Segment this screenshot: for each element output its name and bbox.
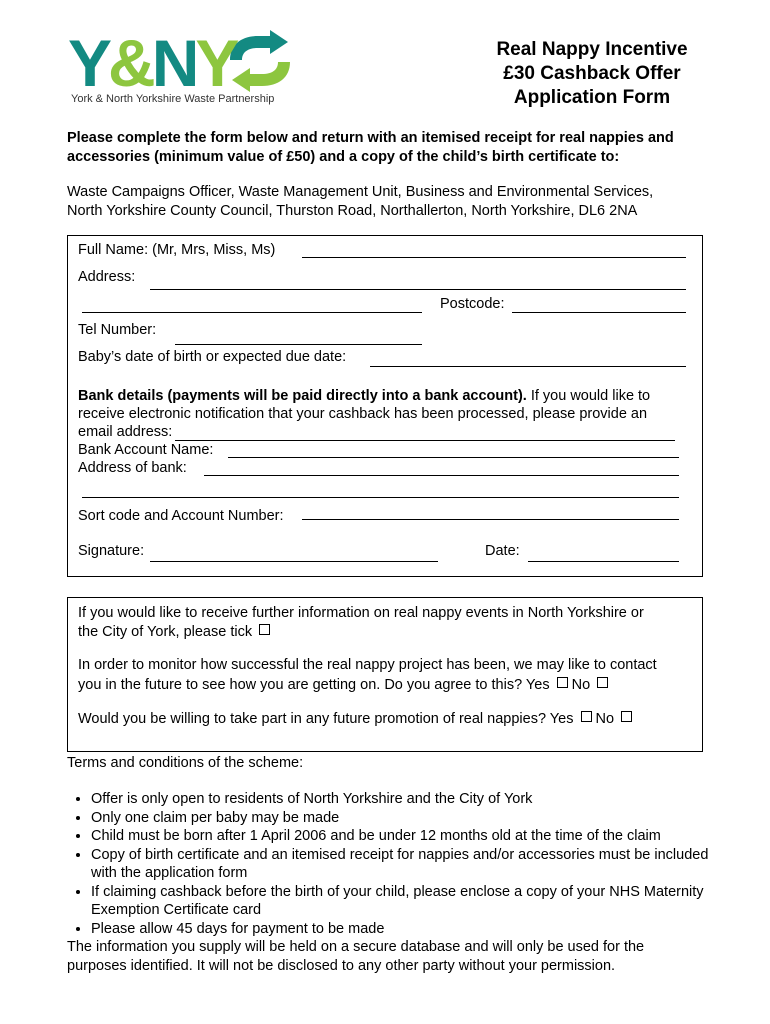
- date-label: Date:: [485, 543, 520, 559]
- bank-note: receive electronic notification that your cashback has been processed, please provide an: [78, 406, 648, 422]
- promo-yes-checkbox[interactable]: [581, 711, 592, 722]
- account-name-label: Bank Account Name:: [78, 442, 214, 458]
- terms-item: • Offer is only open to residents of North Yorkshire and the City of York: [91, 790, 731, 809]
- tel-label: Tel Number:: [78, 322, 157, 338]
- logo-wordmark: [66, 26, 236, 100]
- info-row: the City of York, please tick: [78, 623, 270, 641]
- terms-list: [67, 790, 731, 938]
- promo-no-label: No: [595, 711, 615, 727]
- terms-item: • Child must be born after 1 April 2006 and be under 12 months old at the time of the claim: [91, 827, 731, 846]
- monitor-no-label: No: [571, 677, 591, 693]
- dob-field[interactable]: [370, 366, 686, 367]
- account-name-field[interactable]: [228, 457, 679, 458]
- email-label: email address:: [78, 424, 173, 440]
- monitor-row: you in the future to see how you are getting on. Do you agree to this? Yes No: [78, 676, 608, 694]
- bank-address-field-1[interactable]: [204, 475, 679, 476]
- date-field[interactable]: [528, 561, 679, 562]
- intro-text: Please complete the form below and return with an itemised receipt for real nappies and accessories (minimum value of £50) and a copy of the child’s birth certificate to:: [67, 130, 674, 165]
- full-name-field[interactable]: [302, 257, 686, 258]
- signature-label: Signature:: [78, 543, 145, 559]
- monitor-yes-checkbox[interactable]: [557, 677, 568, 688]
- partnership-name: York & North Yorkshire Waste Partnership: [71, 93, 275, 105]
- postcode-field[interactable]: [512, 312, 686, 313]
- address-line-1: Waste Campaigns Officer, Waste Management Unit, Business and Environmental Services,: [67, 184, 654, 200]
- sort-code-field[interactable]: [302, 519, 679, 520]
- signature-field[interactable]: [150, 561, 438, 562]
- email-field[interactable]: [175, 440, 675, 441]
- promo-no-checkbox[interactable]: [621, 711, 632, 722]
- info-text-1: If you would like to receive further information on real nappy events in North Yorkshire or: [78, 605, 644, 621]
- address-field-2[interactable]: [82, 312, 422, 313]
- terms-heading: Terms and conditions of the scheme:: [67, 755, 304, 771]
- sort-code-label: Sort code and Account Number:: [78, 508, 284, 524]
- address-field-1[interactable]: [150, 289, 686, 290]
- address-line-2: North Yorkshire County Council, Thurston Road, Northallerton, North Yorkshire, DL6 2NA: [67, 203, 638, 219]
- promo-row: Would you be willing to take part in any future promotion of real nappies? Yes No: [78, 710, 632, 728]
- page-title: Real Nappy Incentive £30 Cashback Offer Application Form: [496, 39, 688, 108]
- bank-address-field-2[interactable]: [82, 497, 679, 498]
- address-label: Address:: [78, 269, 136, 285]
- dob-label: Baby’s date of birth or expected due date:: [78, 349, 347, 365]
- privacy-notice: The information you supply will be held on a secure database and will only be used for the purposes identified. It will not be disclosed to any other party without your permission.: [67, 939, 645, 974]
- full-name-label: Full Name: (Mr, Mrs, Miss, Ms): [78, 242, 276, 258]
- tel-field[interactable]: [175, 344, 422, 345]
- terms-item: • Copy of birth certificate and an itemised receipt for nappies and/or accessories must be included with the application form: [91, 846, 731, 883]
- bank-details-heading: Bank details (payments will be paid directly into a bank account). If you would like to: [78, 388, 651, 404]
- postcode-label: Postcode:: [440, 296, 505, 312]
- monitor-no-checkbox[interactable]: [597, 677, 608, 688]
- terms-item: • If claiming cashback before the birth of your child, please enclose a copy of your NHS Maternity Exemption Certificate card: [91, 883, 731, 920]
- monitor-text-1: In order to monitor how successful the real nappy project has been, we may like to contact: [78, 657, 657, 673]
- terms-item: • Please allow 45 days for payment to be made: [91, 920, 731, 939]
- svg-text:Y&NY: Y&NY: [68, 26, 236, 100]
- info-checkbox[interactable]: [259, 624, 270, 635]
- terms-item: • Only one claim per baby may be made: [91, 809, 731, 828]
- bank-address-label: Address of bank:: [78, 460, 187, 476]
